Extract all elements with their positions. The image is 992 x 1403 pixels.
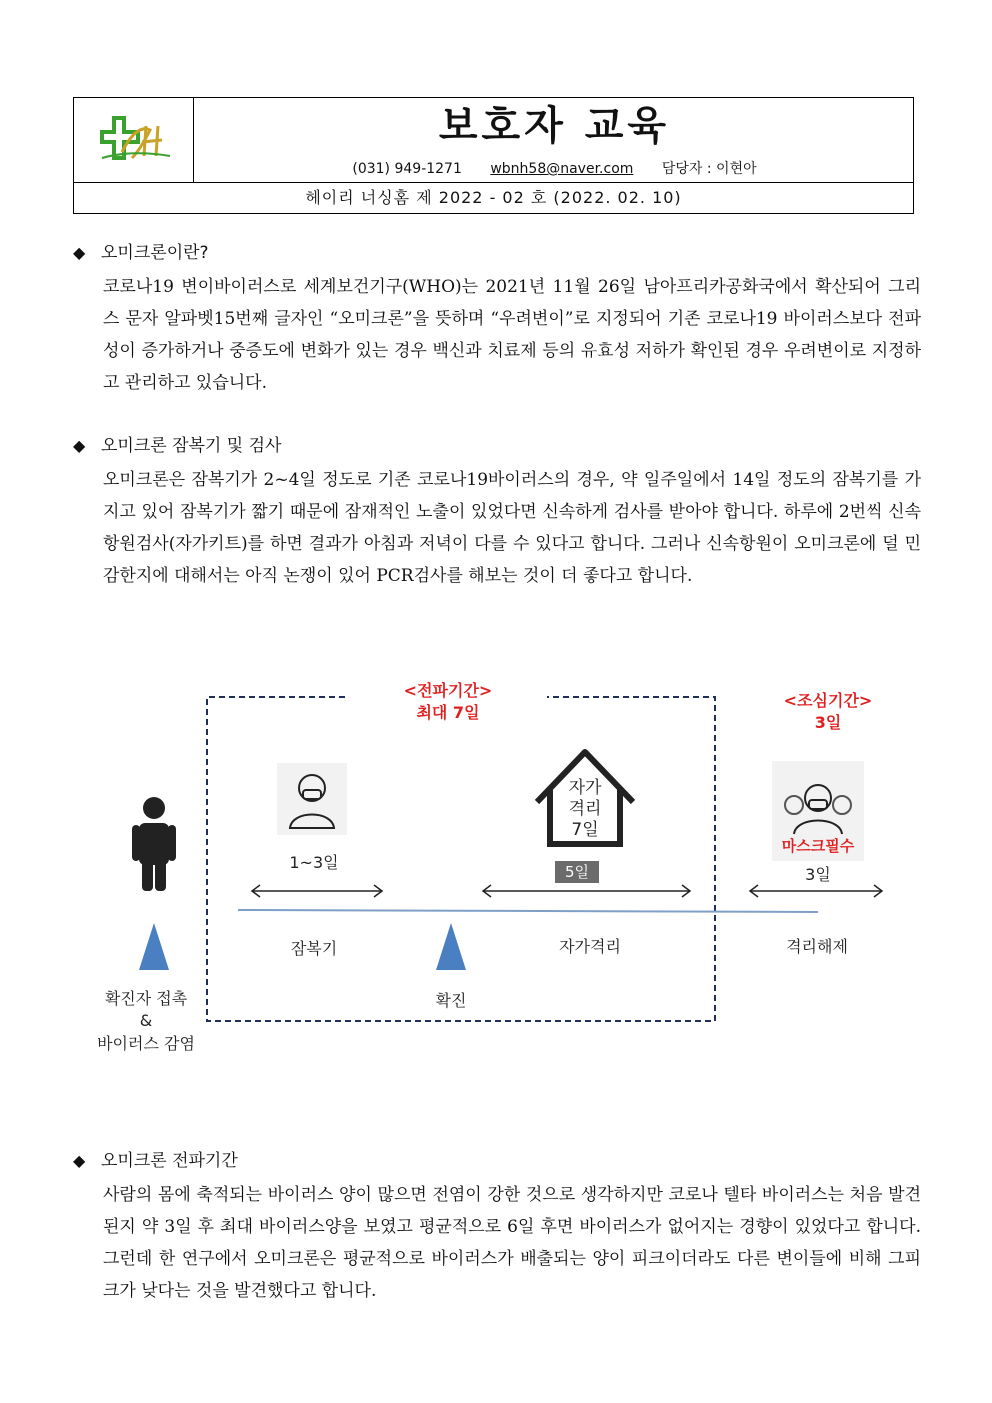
logo-cell [74,98,194,182]
isolation-arrow [483,885,690,897]
house-label-1: 자가 [568,778,602,798]
section-body: 오미크론은 잠복기가 2~4일 정도로 기존 코로나19바이러스의 경우, 약 일주일에서 14일 정도의 잠복기를 가지고 있어 잠복기가 짧기 때문에 잠재적인 노출이 있었다면 신속하게 검사를 받아야 합니다. 하루에 2번씩 신속항원검사(자가키트)를 하면 결과가 아침과 저녁이 다를 수 있다고 합니다. 그러나 신속항원이 오미크론에 덜 민감한지에 대해서는 아직 논쟁이 있어 PCR검사를 해보는 것이 더 좋다고 합니다. [103,470,921,586]
mask-required: 마스크필수 [781,837,855,855]
section-heading: ◆ 오미크론이란? [73,243,209,263]
confirmed-marker-icon [436,923,466,970]
label-isolation: 자가격리 [559,937,621,956]
section-heading: ◆ 오미크론 전파기간 [73,1151,238,1171]
caution-period-duration: 3일 [814,713,842,732]
spread-period-box [207,697,715,1021]
label-contact-2: & [139,1011,153,1030]
house-label-3: 7일 [571,820,599,840]
release-arrow [750,885,882,897]
diamond-bullet-icon: ◆ [73,1151,86,1170]
release-days: 3일 [805,865,831,884]
hospital-logo-icon [98,112,174,168]
diamond-bullet-icon: ◆ [73,243,86,262]
label-release: 격리해제 [786,937,848,956]
section-body: 코로나19 변이바이러스로 세계보건기구(WHO)는 2021년 11월 26일 남아프리카공화국에서 확산되어 그리스 문자 알파벳15번째 글자인 “오미크론”을 뜻하며 “우려변이”로 지정되어 기존 코로나19 바이러스보다 전파성이 증가하거나 중증도에 변화가 있는 경우 백신과 치료제 등의 유효성 저하가 확인된 경우 우려변이로 지정하고 관리하고 있습니다. [103,277,921,393]
isolation-badge: 5일 [564,863,590,881]
phone-number: (031) 949-1271 [352,161,462,177]
incubation-arrow [252,885,382,897]
page-title: 보호자 교육 [438,103,671,149]
label-incubation: 잠복기 [290,939,338,958]
section-omicron-definition [73,241,921,399]
masked-face-icon [277,763,347,835]
spread-period-label: <전파기간> [403,681,493,700]
section-transmission-period [73,1149,921,1307]
house-label-2: 격리 [568,799,602,819]
section-incubation-testing [73,434,921,592]
label-contact-1: 확진자 접촉 [104,989,188,1008]
label-contact-3: 바이러스 감염 [97,1034,195,1053]
contact-line [194,160,915,178]
issue-line: 헤이리 너싱홈 제 2022 - 02 호 (2022. 02. 10) [74,182,913,213]
spread-period-duration: 최대 7일 [416,703,480,722]
person-icon [132,797,176,891]
contact-person: 담당자 : 이현아 [661,161,757,177]
label-confirmed: 확진 [435,991,467,1010]
diamond-bullet-icon: ◆ [73,436,86,455]
section-body: 사람의 몸에 축적되는 바이러스 양이 많으면 전염이 강한 것으로 생각하지만 코로나 텔타 바이러스는 처음 발견된지 약 3일 후 최대 바이러스양을 보였고 평균적으로 6일 후면 바이러스가 없어지는 경향이 있었다고 합니다. 그런데 한 연구에서 오미크론은 평균적으로 바이러스가 배출되는 양이 피크이더라도 다른 변이들에 비해 그피크가 낮다는 것을 발견했다고 합니다. [103,1185,921,1301]
omicron-timeline-diagram [80,660,910,1080]
timeline-line [238,910,818,912]
section-heading: ◆ 오미크론 잠복기 및 검사 [73,436,282,456]
caution-period-label: <조심기간> [783,691,873,710]
newsletter-header [73,97,914,214]
incubation-days: 1~3일 [289,853,339,872]
contact-marker-icon [139,923,169,970]
email-link[interactable]: wbnh58@naver.com [490,161,634,177]
